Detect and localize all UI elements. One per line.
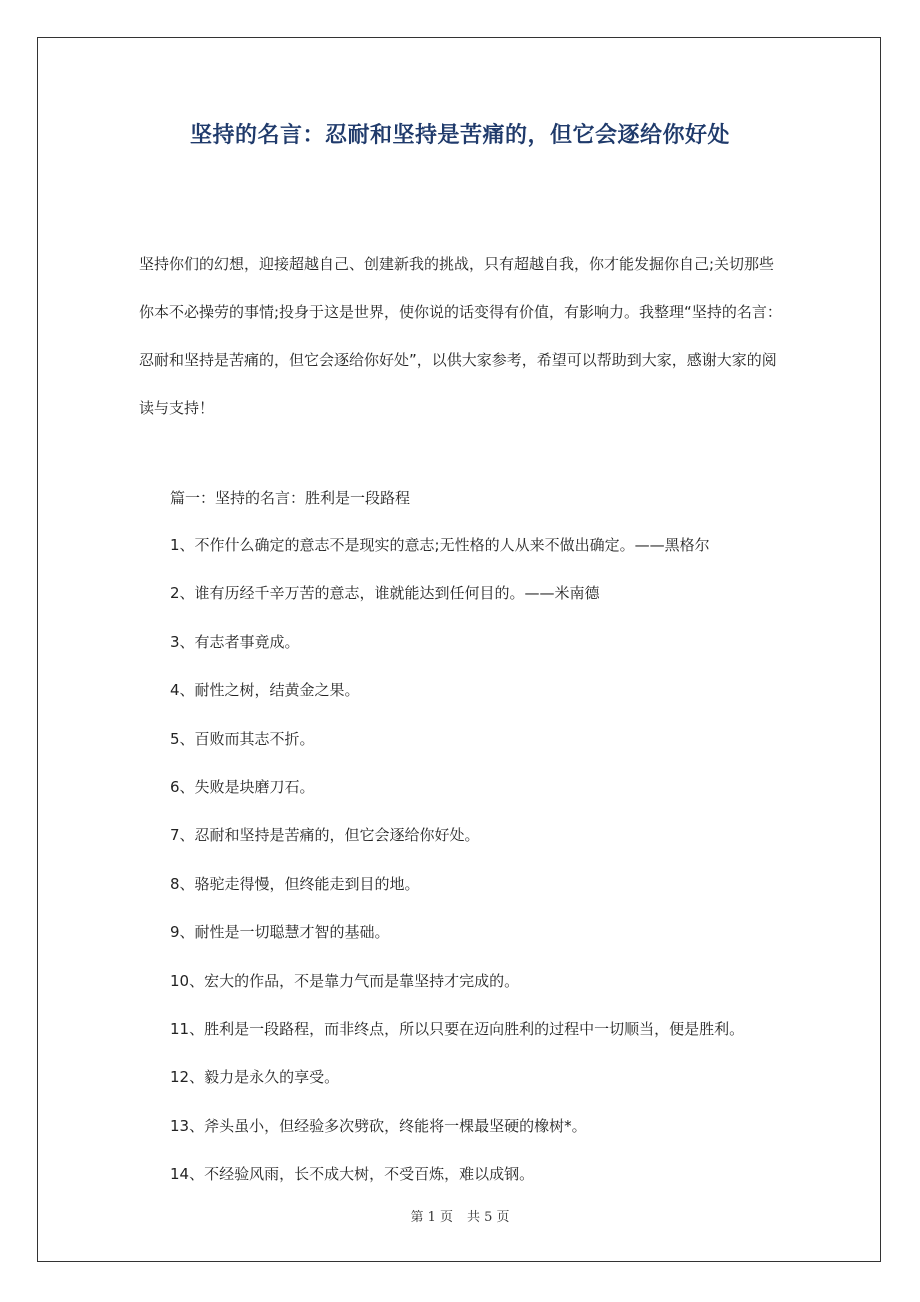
section-heading: 篇一：坚持的名言：胜利是一段路程	[170, 489, 411, 507]
quote-item: 5、百败而其志不折。	[170, 729, 315, 748]
quote-item: 10、宏大的作品，不是靠力气而是靠坚持才完成的。	[170, 971, 520, 990]
quote-list	[170, 530, 744, 1207]
quote-item: 13、斧头虽小，但经验多次劈砍，终能将一棵最坚硬的橡树*。	[170, 1116, 587, 1135]
quote-item: 1、不作什么确定的意志不是现实的意志;无性格的人从来不做出确定。——黑格尔	[170, 536, 710, 554]
quote-item: 6、失败是块磨刀石。	[170, 777, 315, 796]
document-title: 坚持的名言：忍耐和坚持是苦痛的，但它会逐给你好处	[189, 123, 730, 148]
quote-item: 3、有志者事竟成。	[170, 632, 300, 651]
intro-paragraph: 坚持你们的幻想，迎接超越自己、创建新我的挑战，只有超越自我，你才能发掘你自己;关切那些你本不必操劳的事情;投身于这是世界，使你说的话变得有价值，有影响力。我整理“坚持的名言：忍耐和坚持是苦痛的，但它会逐给你好处”，以供大家参考，希望可以帮助到大家，感谢大家的阅读与支持！	[139, 255, 782, 417]
page-number-total: 共 5 页	[467, 1210, 510, 1225]
quote-item: 9、耐性是一切聪慧才智的基础。	[170, 923, 390, 942]
quote-item: 4、耐性之树，结黄金之果。	[170, 681, 360, 700]
quote-item: 11、胜利是一段路程，而非终点，所以只要在迈向胜利的过程中一切顺当，便是胜利。	[170, 1019, 745, 1038]
page-footer	[0, 1206, 920, 1225]
page-number-current: 第 1 页	[410, 1210, 453, 1225]
quote-item: 12、毅力是永久的享受。	[170, 1068, 340, 1087]
quote-item: 2、谁有历经千辛万苦的意志，谁就能达到任何目的。——米南德	[170, 584, 600, 603]
quote-item: 14、不经验风雨，长不成大树，不受百炼，难以成钢。	[170, 1165, 535, 1184]
quote-item: 8、骆驼走得慢，但终能走到目的地。	[170, 874, 420, 893]
quote-item: 7、忍耐和坚持是苦痛的，但它会逐给你好处。	[170, 826, 480, 845]
